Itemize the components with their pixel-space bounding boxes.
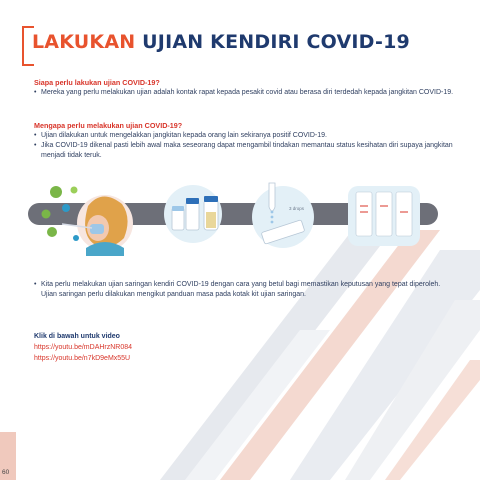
title-rest: UJIAN KENDIRI COVID-19 — [135, 31, 410, 53]
bullet-text: Mereka yang perlu melakukan ujian adalah kontak rapat kepada pesakit covid atau berasa diri terdedah kepada jangkitan COVID-19. — [41, 89, 454, 96]
result-cassettes-illustration — [348, 186, 420, 246]
page-number-tab — [0, 432, 16, 480]
section1-heading: Siapa perlu lakukan ujian COVID-19? — [34, 78, 160, 87]
video-link-1[interactable]: https://youtu.be/mDAHrzNR084 — [34, 344, 133, 351]
bullet-dot: • — [34, 142, 37, 149]
bullet-text: Ujian dilakukan untuk mengelakkan jangkitan kepada orang lain sekiranya positif COVID-19. — [41, 132, 327, 139]
bullet-text: Jika COVID-19 dikenal pasti lebih awal maka seseorang dapat mengambil tindakan memantau status kesihatan diri supaya jangkitan menjadi tidak teruk. — [41, 142, 453, 159]
section3-bullet-1 — [34, 280, 454, 300]
section2-heading: Mengapa perlu melakukan ujian COVID-19? — [34, 121, 183, 130]
bullet-dot: • — [34, 89, 37, 96]
bullet-dot: • — [34, 132, 37, 139]
bullet-text: Kita perlu melakukan ujian saringan kendiri COVID-19 dengan cara yang betul bagi memastikan keputusan yang tepat diperoleh. Ujian saringan perlu dilakukan mengikut panduan masa pada kotak kit ujian saringan. — [41, 281, 441, 298]
dropper-cassette-illustration — [252, 183, 314, 248]
title-accent: LAKUKAN — [32, 31, 136, 53]
video-link-2[interactable]: https://youtu.be/n7kD9eMx55U — [34, 355, 131, 362]
test-tubes-illustration — [164, 185, 222, 243]
drops-label: 3 drops — [289, 206, 305, 211]
bullet-dot: • — [34, 281, 37, 288]
video-heading: Klik di bawah untuk video — [34, 333, 120, 340]
page-number: 60 — [2, 469, 10, 476]
